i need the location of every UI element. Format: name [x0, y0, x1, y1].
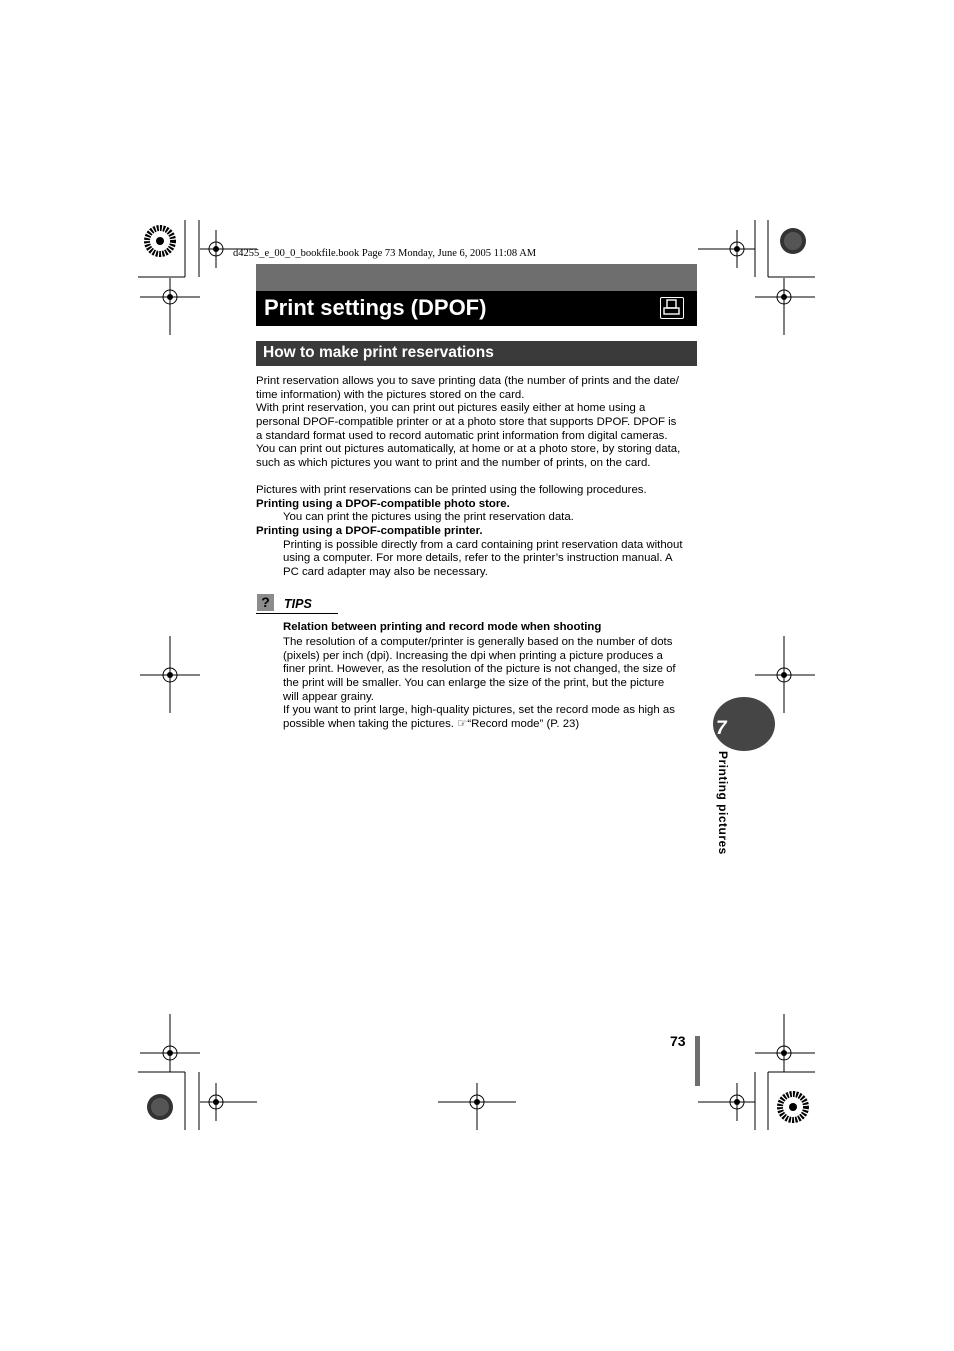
- tips-line: finer print. However, as the resolution of the picture is not changed, the size of: [283, 663, 676, 675]
- page-number: 73: [670, 1033, 686, 1049]
- procedure-text: PC card adapter may also be necessary.: [283, 566, 488, 578]
- intro-line: time information) with the pictures stored on the card.: [256, 389, 525, 401]
- page-number-bar: [695, 1036, 700, 1086]
- intro-line: a standard format used to record automatic print information from digital cameras.: [256, 430, 668, 442]
- intro-line: You can print out pictures automatically, at home or at a photo store, by storing data,: [256, 443, 681, 455]
- procedure-heading: Printing using a DPOF-compatible printer.: [256, 525, 483, 537]
- procedure-heading: Printing using a DPOF-compatible photo store.: [256, 498, 510, 510]
- intro-line: With print reservation, you can print out pictures easily either at home using a: [256, 402, 646, 414]
- procedure-text: Printing is possible directly from a card containing print reservation data without: [283, 539, 683, 551]
- title-bar: [256, 291, 697, 326]
- tips-line: The resolution of a computer/printer is generally based on the number of dots: [283, 636, 673, 648]
- tips-line-text: possible when taking the pictures.: [283, 718, 458, 730]
- header-band: [256, 264, 697, 291]
- tips-question-icon: ?: [257, 594, 274, 611]
- intro-line: Print reservation allows you to save printing data (the number of prints and the date/: [256, 375, 679, 387]
- page-title: Print settings (DPOF): [264, 295, 487, 320]
- reference-hand-icon: ☞: [457, 718, 468, 730]
- intro-line: such as which pictures you want to print and the number of prints, on the card.: [256, 457, 651, 469]
- procedures-intro: Pictures with print reservations can be printed using the following procedures.: [256, 484, 647, 496]
- tips-line: the print will be smaller. You can enlarge the size of the print, but the picture: [283, 677, 665, 689]
- print-icon: [660, 297, 684, 319]
- tips-line: will appear grainy.: [283, 691, 374, 703]
- chapter-label: Printing pictures: [716, 751, 730, 855]
- intro-line: personal DPOF-compatible printer or at a photo store that supports DPOF. DPOF is: [256, 416, 677, 428]
- section-bar: [256, 341, 697, 366]
- tips-underline: [256, 613, 338, 614]
- tips-line: (pixels) per inch (dpi). Increasing the dpi when printing a picture produces a: [283, 650, 663, 662]
- record-mode-reference: “Record mode” (P. 23): [467, 718, 580, 730]
- tips-heading: Relation between printing and record mode when shooting: [283, 621, 602, 633]
- chapter-number: 7: [716, 718, 727, 739]
- book-file-info: d4255_e_00_0_bookfile.book Page 73 Monday, June 6, 2005 11:08 AM: [233, 248, 537, 259]
- section-title: How to make print reservations: [263, 344, 494, 361]
- tips-line-last: [283, 718, 579, 732]
- procedure-text: using a computer. For more details, refer to the printer’s instruction manual. A: [283, 552, 673, 564]
- tips-line: If you want to print large, high-quality pictures, set the record mode as high as: [283, 704, 675, 716]
- tips-label: TIPS: [284, 597, 312, 611]
- procedure-text: You can print the pictures using the print reservation data.: [283, 511, 574, 523]
